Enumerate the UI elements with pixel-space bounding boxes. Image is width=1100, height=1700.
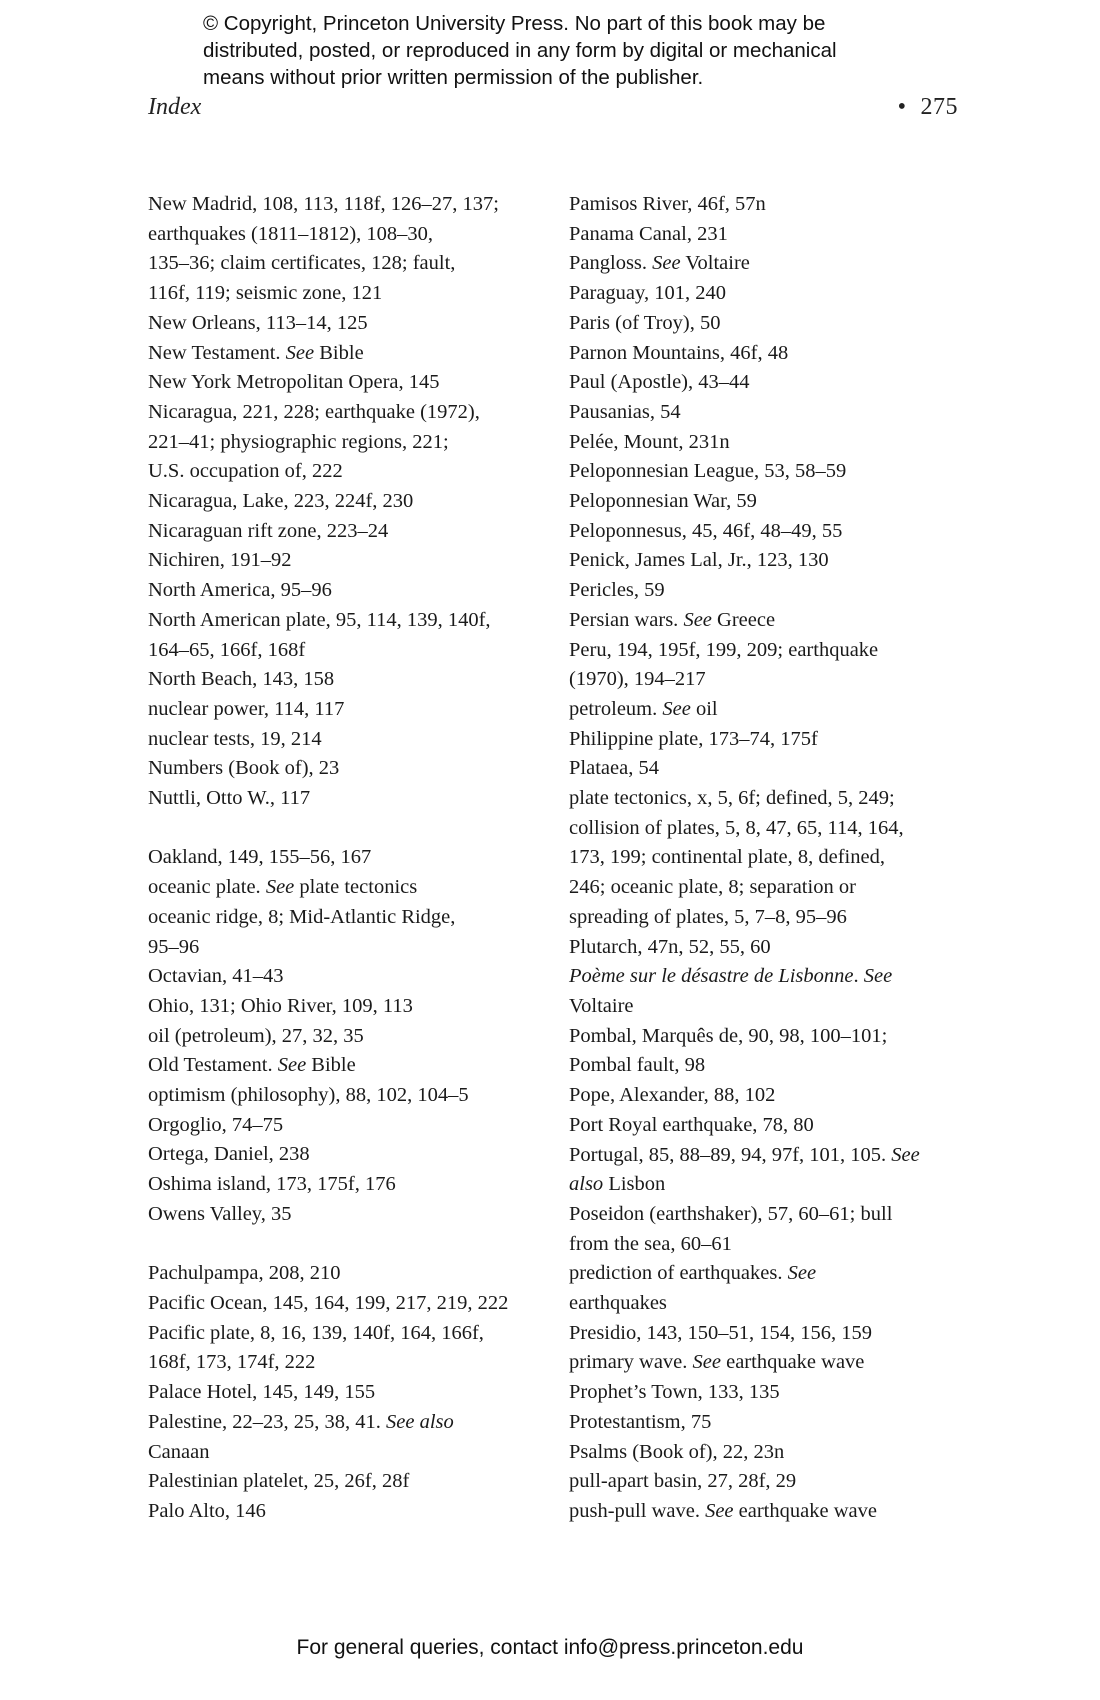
index-entry-line: Pombal fault, 98 <box>569 1054 706 1077</box>
letter-group-gap <box>148 1230 548 1260</box>
index-entry <box>569 517 969 547</box>
copyright-line: means without prior written permission of the publisher. <box>203 66 704 89</box>
index-entry-line: Peru, 194, 195f, 199, 209; earthquake <box>569 638 879 661</box>
index-entry-line: Poème sur le désastre de Lisbonne. See <box>569 965 893 988</box>
index-entry <box>569 754 969 784</box>
index-entry-line: Pope, Alexander, 88, 102 <box>569 1084 776 1107</box>
index-entry <box>148 695 548 725</box>
index-entry <box>148 992 548 1022</box>
index-entry-line: Oshima island, 173, 175f, 176 <box>148 1173 396 1196</box>
index-entry <box>569 398 969 428</box>
index-entry-line: Canaan <box>148 1440 210 1463</box>
index-entry-line: Peloponnesus, 45, 46f, 48–49, 55 <box>569 519 843 542</box>
index-entry <box>148 1378 548 1408</box>
index-entry-line: Paul (Apostle), 43–44 <box>569 371 750 394</box>
index-entry-line: earthquakes (1811–1812), 108–30, <box>148 222 434 245</box>
bullet-icon: • <box>897 94 907 120</box>
index-entry-line: New Orleans, 113–14, 125 <box>148 311 368 334</box>
index-entry <box>148 725 548 755</box>
index-entry-line: Psalms (Book of), 22, 23n <box>569 1440 785 1463</box>
index-entry <box>148 665 548 695</box>
index-entry-line: Pericles, 59 <box>569 579 665 602</box>
index-entry <box>148 546 548 576</box>
index-entry-line: Pamisos River, 46f, 57n <box>569 193 766 215</box>
index-entry-line: Pacific Ocean, 145, 164, 199, 217, 219, 222 <box>148 1291 509 1314</box>
index-entry-line: 164–65, 166f, 168f <box>148 638 306 661</box>
index-entry-line: Panama Canal, 231 <box>569 222 728 245</box>
index-entry-line: New Testament. See Bible <box>148 341 364 364</box>
index-entry-line: Pausanias, 54 <box>569 400 681 423</box>
index-entry <box>569 1348 969 1378</box>
index-entry <box>148 606 548 665</box>
index-entry <box>569 190 969 220</box>
index-entry <box>569 725 969 755</box>
index-entry-line: North America, 95–96 <box>148 579 332 602</box>
index-entry-line: Ortega, Daniel, 238 <box>148 1143 310 1166</box>
index-entry <box>148 1467 548 1497</box>
index-entry <box>569 428 969 458</box>
letter-group-gap <box>148 814 548 844</box>
index-entry <box>569 546 969 576</box>
index-entry <box>148 1051 548 1081</box>
index-entry-line: (1970), 194–217 <box>569 668 706 691</box>
index-entry-line: Palestine, 22–23, 25, 38, 41. See also <box>148 1410 454 1433</box>
index-entry-line: oceanic ridge, 8; Mid-Atlantic Ridge, <box>148 905 456 928</box>
index-entry <box>569 1022 969 1081</box>
page-number: 275 <box>920 94 958 120</box>
index-entry-line: Portugal, 85, 88–89, 94, 97f, 101, 105. See <box>569 1143 920 1166</box>
index-entry-line: 116f, 119; seismic zone, 121 <box>148 282 383 305</box>
index-entry-line: Persian wars. See Greece <box>569 608 776 631</box>
index-entry <box>148 903 548 962</box>
index-entry-line: spreading of plates, 5, 7–8, 95–96 <box>569 905 847 928</box>
index-entry-line: earthquakes <box>569 1292 667 1315</box>
index-entry-line: plate tectonics, x, 5, 6f; defined, 5, 249; <box>569 787 895 810</box>
index-entry <box>148 1170 548 1200</box>
copyright-line: © Copyright, Princeton University Press. No part of this book may be <box>203 12 826 35</box>
index-entry-line: push-pull wave. See earthquake wave <box>569 1499 877 1522</box>
running-head <box>148 94 958 128</box>
index-entry <box>569 1497 969 1527</box>
index-entry <box>148 487 548 517</box>
index-entry <box>148 1022 548 1052</box>
index-entry <box>148 754 548 784</box>
index-entry-line: Peloponnesian War, 59 <box>569 490 757 513</box>
index-entry-line: Paris (of Troy), 50 <box>569 311 721 334</box>
index-entry-line: North American plate, 95, 114, 139, 140f, <box>148 608 491 631</box>
index-entry-line: Oakland, 149, 155–56, 167 <box>148 846 372 869</box>
index-entry-line: Voltaire <box>569 994 634 1017</box>
index-entry-line: 168f, 173, 174f, 222 <box>148 1351 316 1374</box>
index-entry <box>148 1289 548 1319</box>
index-entry-line: Paraguay, 101, 240 <box>569 282 726 305</box>
index-entry <box>148 339 548 369</box>
page-number-group <box>898 94 958 121</box>
index-entry-line: Palestinian platelet, 25, 26f, 28f <box>148 1470 410 1493</box>
index-entry <box>569 1438 969 1468</box>
index-entry-line: Ohio, 131; Ohio River, 109, 113 <box>148 994 413 1017</box>
index-entry <box>148 843 548 873</box>
index-entry-line: Nichiren, 191–92 <box>148 549 292 572</box>
index-column-left <box>148 190 548 1527</box>
index-entry <box>569 576 969 606</box>
index-entry <box>569 279 969 309</box>
copyright-line: distributed, posted, or reproduced in any form by digital or mechanical <box>203 39 837 62</box>
index-entry <box>569 933 969 963</box>
index-entry <box>569 695 969 725</box>
index-entry-line: nuclear power, 114, 117 <box>148 697 345 720</box>
index-entry <box>148 1111 548 1141</box>
index-entry <box>148 368 548 398</box>
index-entry-line: Nuttli, Otto W., 117 <box>148 787 311 810</box>
index-entry-line: Poseidon (earthshaker), 57, 60–61; bull <box>569 1202 893 1225</box>
index-entry <box>569 1200 969 1259</box>
index-entry <box>569 249 969 279</box>
index-entry <box>569 1259 969 1318</box>
index-entry <box>569 636 969 695</box>
index-entry-line: Prophet’s Town, 133, 135 <box>569 1381 780 1404</box>
index-entry-line: Palo Alto, 146 <box>148 1499 266 1522</box>
index-entry <box>569 368 969 398</box>
index-column-right <box>569 190 969 1527</box>
index-entry <box>148 576 548 606</box>
index-entry-line: Palace Hotel, 145, 149, 155 <box>148 1381 376 1404</box>
index-entry-line: U.S. occupation of, 222 <box>148 460 343 483</box>
index-entry-line: Port Royal earthquake, 78, 80 <box>569 1113 814 1136</box>
index-entry-line: Pelée, Mount, 231n <box>569 430 730 453</box>
index-entry-line: optimism (philosophy), 88, 102, 104–5 <box>148 1084 469 1107</box>
index-entry-line: nuclear tests, 19, 214 <box>148 727 322 750</box>
index-entry <box>148 784 548 814</box>
index-entry-line: Octavian, 41–43 <box>148 965 284 988</box>
index-entry <box>148 1259 548 1289</box>
index-entry-line: Plataea, 54 <box>569 757 659 780</box>
index-entry <box>569 220 969 250</box>
index-entry <box>148 1140 548 1170</box>
index-entry-line: collision of plates, 5, 8, 47, 65, 114, 164, <box>569 816 904 839</box>
index-entry <box>569 1319 969 1349</box>
index-entry <box>148 190 548 309</box>
index-entry-line: North Beach, 143, 158 <box>148 668 335 691</box>
index-entry-line: Pangloss. See Voltaire <box>569 252 750 275</box>
index-entry-line: oil (petroleum), 27, 32, 35 <box>148 1024 364 1047</box>
index-entry-line: 221–41; physiographic regions, 221; <box>148 430 449 453</box>
index-entry-line: Presidio, 143, 150–51, 154, 156, 159 <box>569 1321 872 1344</box>
index-entry-line: New Madrid, 108, 113, 118f, 126–27, 137; <box>148 193 499 215</box>
index-entry-line: Peloponnesian League, 53, 58–59 <box>569 460 847 483</box>
index-entry-line: also Lisbon <box>569 1173 666 1196</box>
index-entry-line: Philippine plate, 173–74, 175f <box>569 727 818 750</box>
index-entry-line: 246; oceanic plate, 8; separation or <box>569 876 856 899</box>
index-entry <box>148 1200 548 1230</box>
index-entry-line: pull-apart basin, 27, 28f, 29 <box>569 1470 797 1493</box>
index-entry <box>569 309 969 339</box>
running-head-title: Index <box>148 94 202 120</box>
copyright-notice <box>203 10 963 91</box>
index-entry-line: Nicaragua, Lake, 223, 224f, 230 <box>148 490 414 513</box>
index-entry <box>569 606 969 636</box>
index-entry-line: Plutarch, 47n, 52, 55, 60 <box>569 935 771 958</box>
index-entry <box>569 457 969 487</box>
index-entry <box>148 1319 548 1378</box>
index-entry <box>569 339 969 369</box>
index-entry-line: Parnon Mountains, 46f, 48 <box>569 341 789 364</box>
index-entry-line: 173, 199; continental plate, 8, defined, <box>569 846 885 869</box>
index-entry-line: Nicaragua, 221, 228; earthquake (1972), <box>148 400 480 423</box>
index-entry-line: prediction of earthquakes. See <box>569 1262 817 1285</box>
index-entry <box>148 1497 548 1527</box>
index-entry-line: 95–96 <box>148 935 200 958</box>
index-entry <box>148 962 548 992</box>
index-entry <box>148 1081 548 1111</box>
index-entry <box>569 1378 969 1408</box>
index-entry-line: Old Testament. See Bible <box>148 1054 356 1077</box>
index-entry <box>569 1111 969 1141</box>
index-entry <box>148 309 548 339</box>
index-entry-line: petroleum. See oil <box>569 697 718 720</box>
index-entry-line: Nicaraguan rift zone, 223–24 <box>148 519 389 542</box>
index-entry <box>569 1141 969 1200</box>
index-entry-line: Orgoglio, 74–75 <box>148 1113 284 1136</box>
index-entry-line: Pacific plate, 8, 16, 139, 140f, 164, 166f, <box>148 1321 484 1344</box>
index-entry <box>569 1081 969 1111</box>
index-entry-line: Numbers (Book of), 23 <box>148 757 340 780</box>
index-entry-line: primary wave. See earthquake wave <box>569 1351 865 1374</box>
index-entry-line: New York Metropolitan Opera, 145 <box>148 371 440 394</box>
index-entry <box>569 962 969 1021</box>
index-entry-line: oceanic plate. See plate tectonics <box>148 876 418 899</box>
index-entry <box>569 487 969 517</box>
index-entry-line: Pachulpampa, 208, 210 <box>148 1262 341 1285</box>
index-entry <box>569 784 969 933</box>
index-entry-line: Owens Valley, 35 <box>148 1202 292 1225</box>
index-entry <box>148 517 548 547</box>
index-entry-line: Pombal, Marquês de, 90, 98, 100–101; <box>569 1024 888 1047</box>
index-entry <box>148 1408 548 1467</box>
index-entry-line: from the sea, 60–61 <box>569 1232 732 1255</box>
index-entry-line: 135–36; claim certificates, 128; fault, <box>148 252 456 275</box>
index-entry <box>148 873 548 903</box>
footer-contact: For general queries, contact info@press.princeton.edu <box>296 1636 804 1659</box>
index-entry <box>148 398 548 487</box>
index-entry-line: Protestantism, 75 <box>569 1410 712 1433</box>
index-entry <box>569 1467 969 1497</box>
index-entry <box>569 1408 969 1438</box>
index-entry-line: Penick, James Lal, Jr., 123, 130 <box>569 549 829 572</box>
